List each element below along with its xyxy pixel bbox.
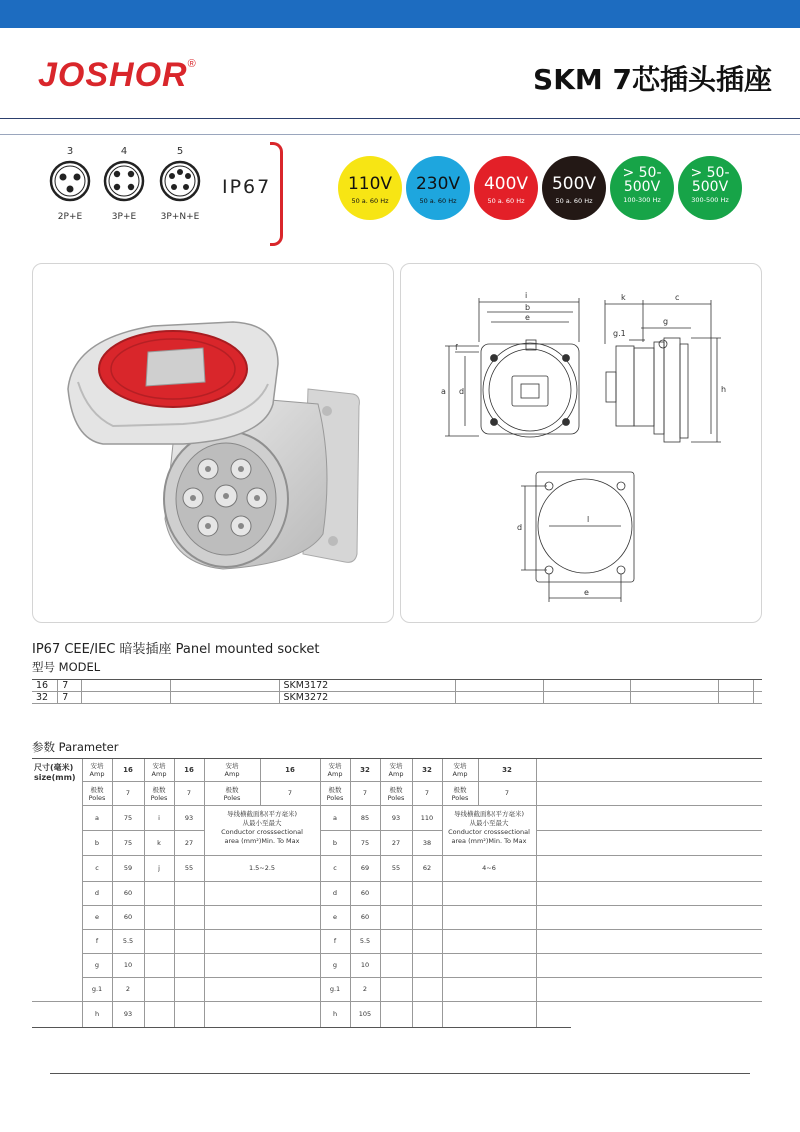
socket-illustration (33, 264, 393, 622)
table-row: e 60 e 60 (32, 905, 762, 929)
voltage-badge-110: 110V 50 a. 60 Hz (338, 156, 402, 220)
dim-label-l: l (587, 515, 590, 524)
dim-label-b: b (525, 303, 531, 312)
table-row: h 93 h 105 (32, 1001, 762, 1027)
table-row: 16 7 SKM3172 (32, 680, 762, 692)
dim-label-f: f (455, 343, 458, 352)
dim-label-g: g (663, 317, 669, 326)
table-row: d 60 d 60 (32, 881, 762, 905)
table-row: 尺寸(毫米) size(mm) 安培 Amp 16 安培 Amp 16 安培 Amp 16 安培 Amp 32 安培 Amp 32 安培 Amp 32 (32, 759, 762, 781)
product-photo-panel (32, 263, 394, 623)
voltage-badge-230: 230V 50 a. 60 Hz (406, 156, 470, 220)
table-row: 32 7 SKM3272 (32, 692, 762, 704)
table-row: g.1 2 g.1 2 (32, 977, 762, 1001)
voltage-badge-50-500-b: > 50- 500V 300-500 Hz (678, 156, 742, 220)
voltage-badge-50-500-a: > 50- 500V 100-300 Hz (610, 156, 674, 220)
section-title: IP67 CEE/IEC 暗装插座 Panel mounted socket (32, 642, 320, 657)
table-row: f 5.5 f 5.5 (32, 929, 762, 953)
brand-logo: JOSHOR® (38, 56, 197, 94)
pin-config-4: 4 3P+E (94, 146, 154, 222)
page-title: SKM 7芯插头插座 (533, 63, 772, 96)
top-color-bar (0, 0, 800, 28)
ip-rating: IP67 (222, 176, 272, 198)
pin-3-icon (48, 159, 92, 203)
dim-label-i: i (525, 291, 528, 300)
table-row: c 59 j 55 1.5~2.5 c 69 55 62 4~6 (32, 855, 762, 881)
dim-label-g1: g.1 (613, 329, 626, 338)
pin-config-3: 3 2P+E (40, 146, 100, 222)
table-row: a 75 i 93 导线横截面积(平方毫米) 从最小至最大 Conductor crosssectional area (mm²)Min. To Max a 85 93 110 导线横截面积(平方毫米) 从最小至最大 Conductor crosssectional area (mm²)Min. To Max (32, 805, 762, 830)
dim-label-d2: d (517, 523, 523, 532)
model-table (32, 680, 762, 704)
red-bracket-divider (270, 142, 283, 246)
table-row: 极数 Poles 7 极数 Poles 7 极数 Poles 7 极数 Poles 7 极数 Poles 7 极数 Poles 7 (32, 781, 762, 805)
dim-label-e2: e (584, 588, 589, 597)
technical-drawing-panel (400, 263, 762, 623)
header-thin-divider (0, 134, 800, 135)
dimension-drawing (401, 264, 761, 622)
size-label: 尺寸(毫米) size(mm) (32, 759, 82, 1001)
dim-label-a: a (441, 387, 446, 396)
dim-label-h: h (721, 385, 727, 394)
voltage-badge-400: 400V 50 a. 60 Hz (474, 156, 538, 220)
pin-5-icon (158, 159, 202, 203)
header-divider (0, 118, 800, 119)
dim-label-c: c (675, 293, 680, 302)
pin-config-5: 5 3P+N+E (150, 146, 210, 222)
dim-label-k: k (621, 293, 626, 302)
model-title: 型号 MODEL (32, 660, 101, 674)
footer-rule (50, 1073, 750, 1074)
voltage-badge-500: 500V 50 a. 60 Hz (542, 156, 606, 220)
param-title: 参数 Parameter (32, 740, 119, 754)
dim-label-e: e (525, 313, 530, 322)
dim-label-d: d (459, 387, 465, 396)
table-row: b 75 k 27 b 75 27 38 (32, 830, 762, 855)
pin-4-icon (102, 159, 146, 203)
table-row: g 10 g 10 (32, 953, 762, 977)
parameter-table (32, 759, 762, 1028)
